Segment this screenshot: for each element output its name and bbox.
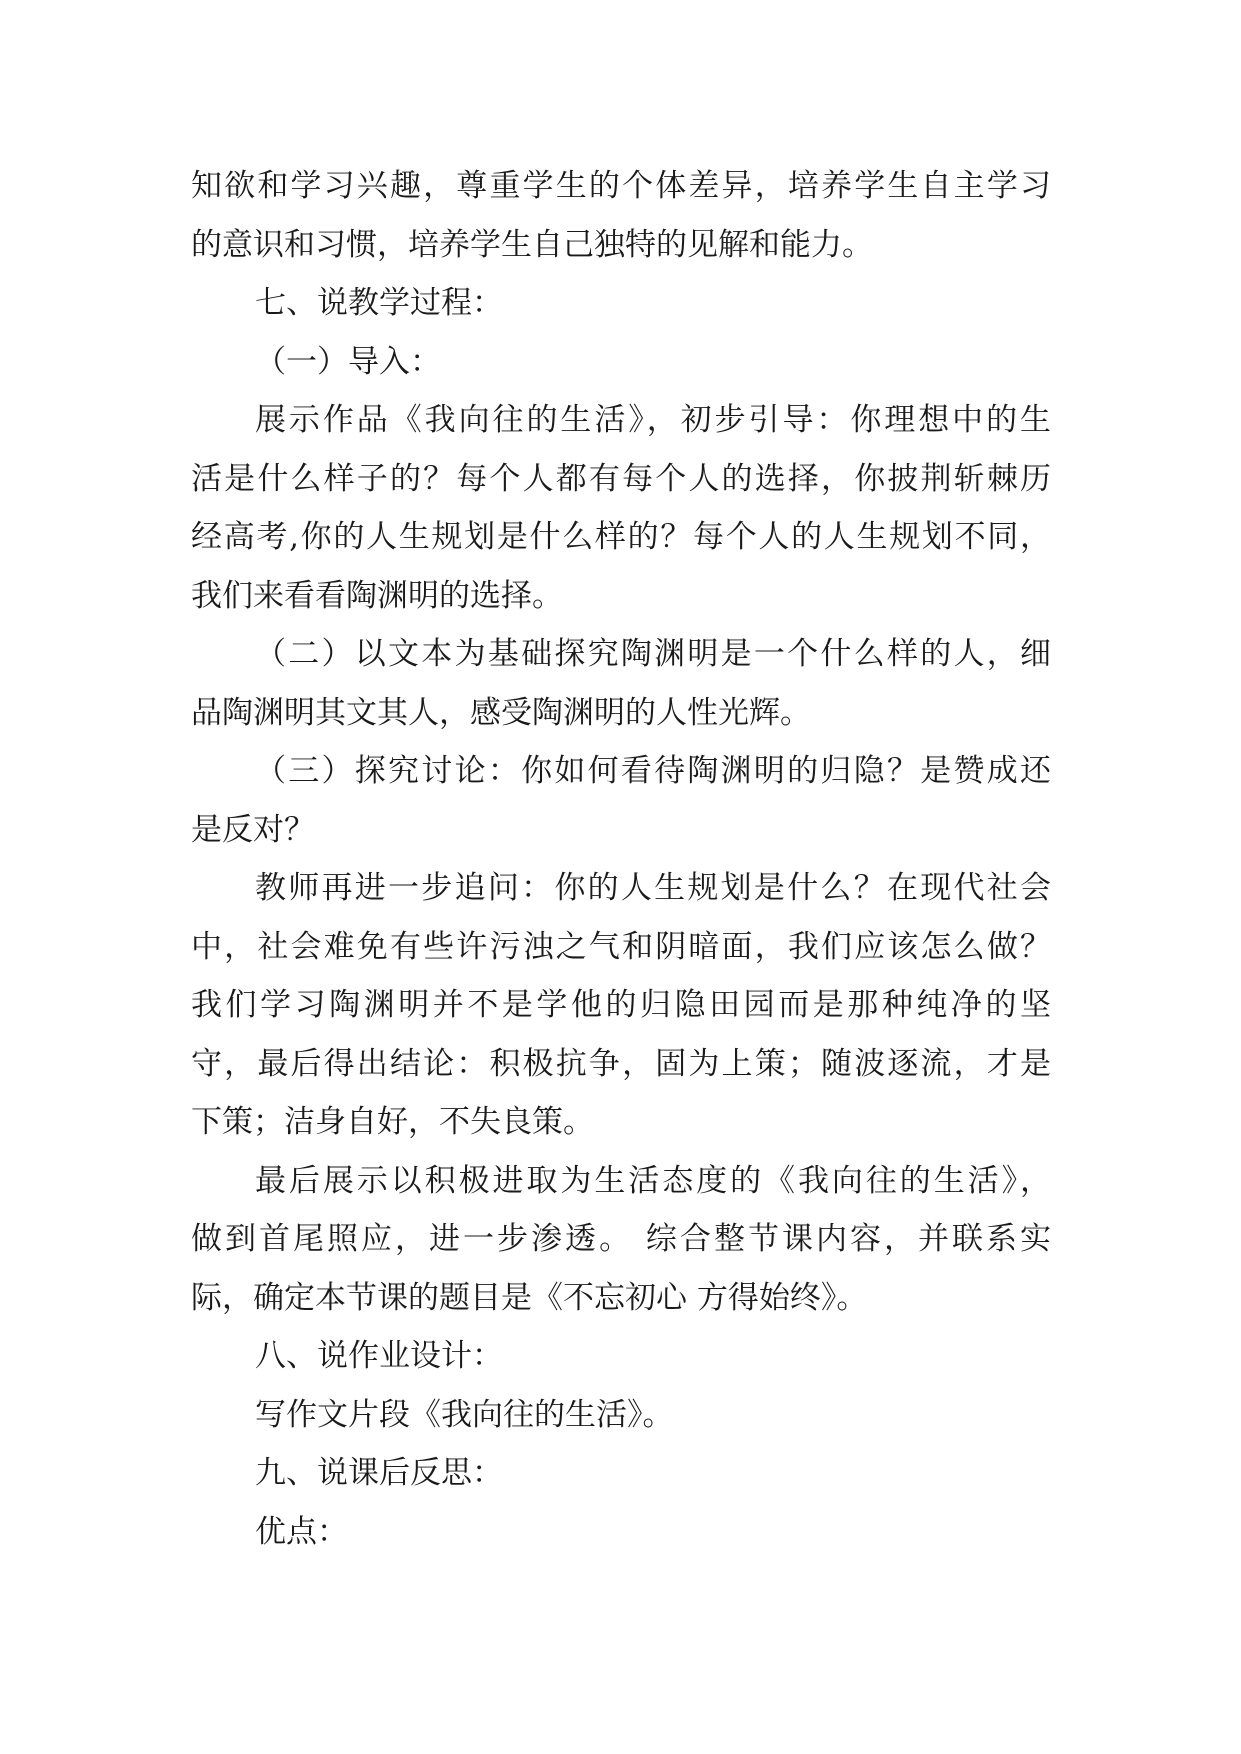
text-line: 守，最后得出结论：积极抗争，固为上策；随波逐流，才是	[191, 1045, 1051, 1082]
text-line: 我们来看看陶渊明的选择。	[191, 577, 563, 614]
text-line: 知欲和学习兴趣，尊重学生的个体差异，培养学生自主学习	[191, 168, 1051, 204]
text-line: 展示作品《我向往的生活》，初步引导：你理想中的生	[255, 402, 1051, 438]
text-line: （三）探究讨论：你如何看待陶渊明的归隐？是赞成还	[255, 753, 1051, 789]
text-line: 做到首尾照应，进一步渗透。 综合整节课内容，并联系实	[191, 1221, 1051, 1257]
text-line: 中，社会难免有些许污浊之气和阴暗面，我们应该怎么做？	[191, 928, 1051, 965]
section-heading: 七、说教学过程：	[255, 285, 503, 321]
text-line: 际，确定本节课的题目是《不忘初心 方得始终》。	[191, 1279, 868, 1316]
text-line: 教师再进一步追问：你的人生规划是什么？在现代社会	[255, 870, 1051, 906]
text-line: 品陶渊明其文其人，感受陶渊明的人性光辉。	[191, 694, 811, 731]
text-line: 下策；洁身自好，不失良策。	[191, 1104, 594, 1140]
text-line: （二）以文本为基础探究陶渊明是一个什么样的人，细	[255, 636, 1051, 672]
text-line: 是反对？	[191, 811, 315, 848]
text-line: 最后展示以积极进取为生活态度的《我向往的生活》，	[255, 1162, 1051, 1199]
text-line: 我们学习陶渊明并不是学他的归隐田园而是那种纯净的坚	[191, 987, 1051, 1023]
section-heading: 八、说作业设计：	[255, 1338, 503, 1374]
subsection-heading: （一）导入：	[255, 343, 441, 380]
text-line: 写作文片段《我向往的生活》。	[255, 1396, 674, 1433]
text-line: 的意识和习惯，培养学生自己独特的见解和能力。	[191, 226, 873, 263]
text-line: 经高考,你的人生规划是什么样的？每个人的人生规划不同，	[191, 519, 1051, 555]
document-body	[191, 157, 1051, 1561]
text-line: 活是什么样子的？每个人都有每个人的选择，你披荆斩棘历	[191, 460, 1051, 497]
text-line: 优点：	[255, 1513, 348, 1550]
section-heading: 九、说课后反思：	[255, 1455, 503, 1491]
